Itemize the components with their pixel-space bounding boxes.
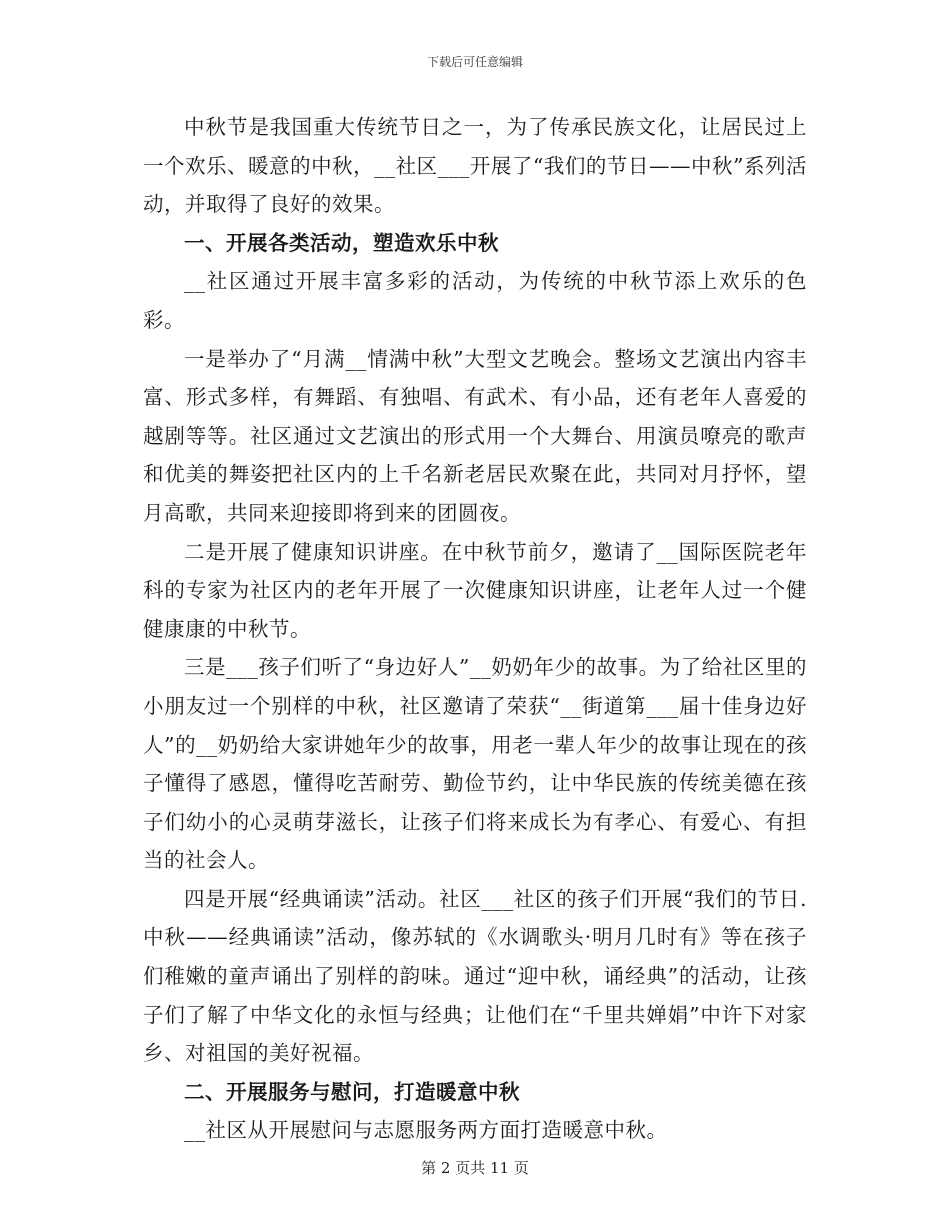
section-1-intro-paragraph: __社区通过开展丰富多彩的活动，为传统的中秋节添上欢乐的色彩。	[143, 269, 807, 332]
document-body	[143, 108, 807, 1150]
activity-1-paragraph: 一是举办了“月满__情满中秋”大型文艺晚会。整场文艺演出内容丰富、形式多样，有舞蹈、有独唱、有武术、有小品，还有老年人喜爱的越剧等等。社区通过文艺演出的形式用一个大舞台、用演员嘹亮的歌声和优美的舞姿把社区内的上千名新老居民欢聚在此，共同对月抒怀，望月高歌，共同来迎接即将到来的团圆夜。	[143, 346, 807, 525]
section-heading-1: 一、开展各类活动，塑造欢乐中秋	[184, 230, 499, 255]
activity-4-paragraph: 四是开展“经典诵读”活动。社区___社区的孩子们开展“我们的节日.中秋——经典诵读”活动，像苏轼的《水调歌头·明月几时有》等在孩子们稚嫩的童声诵出了别样的韵味。通过“迎中秋，诵经典”的活动，让孩子们了解了中华文化的永恒与经典；让他们在“千里共婵娟”中许下对家乡、对祖国的美好祝福。	[143, 886, 807, 1066]
section-heading-2: 二、开展服务与慰问，打造暖意中秋	[184, 1079, 520, 1104]
page-header-note: 下载后可任意编辑	[426, 55, 523, 69]
activity-3-paragraph: 三是___孩子们听了“身边好人”__奶奶年少的故事。为了给社区里的小朋友过一个别样的中秋，社区邀请了荣获“__街道第___届十佳身边好人”的__奶奶给大家讲她年少的故事，用老一辈人年少的故事让现在的孩子懂得了感恩，懂得吃苦耐劳、勤俭节约，让中华民族的传统美德在孩子们幼小的心灵萌芽滋长，让孩子们将来成长为有孝心、有爱心、有担当的社会人。	[143, 655, 807, 873]
intro-paragraph: 中秋节是我国重大传统节日之一，为了传承民族文化，让居民过上一个欢乐、暖意的中秋，__社区___开展了“我们的节日——中秋”系列活动，并取得了良好的效果。	[143, 115, 807, 217]
page-number-footer: 第 2 页共 11 页	[421, 1159, 529, 1177]
section-2-intro-paragraph: __社区从开展慰问与志愿服务两方面打造暖意中秋。	[184, 1118, 668, 1143]
activity-2-paragraph: 二是开展了健康知识讲座。在中秋节前夕，邀请了__国际医院老年科的专家为社区内的老年开展了一次健康知识讲座，让老年人过一个健健康康的中秋节。	[143, 539, 807, 641]
